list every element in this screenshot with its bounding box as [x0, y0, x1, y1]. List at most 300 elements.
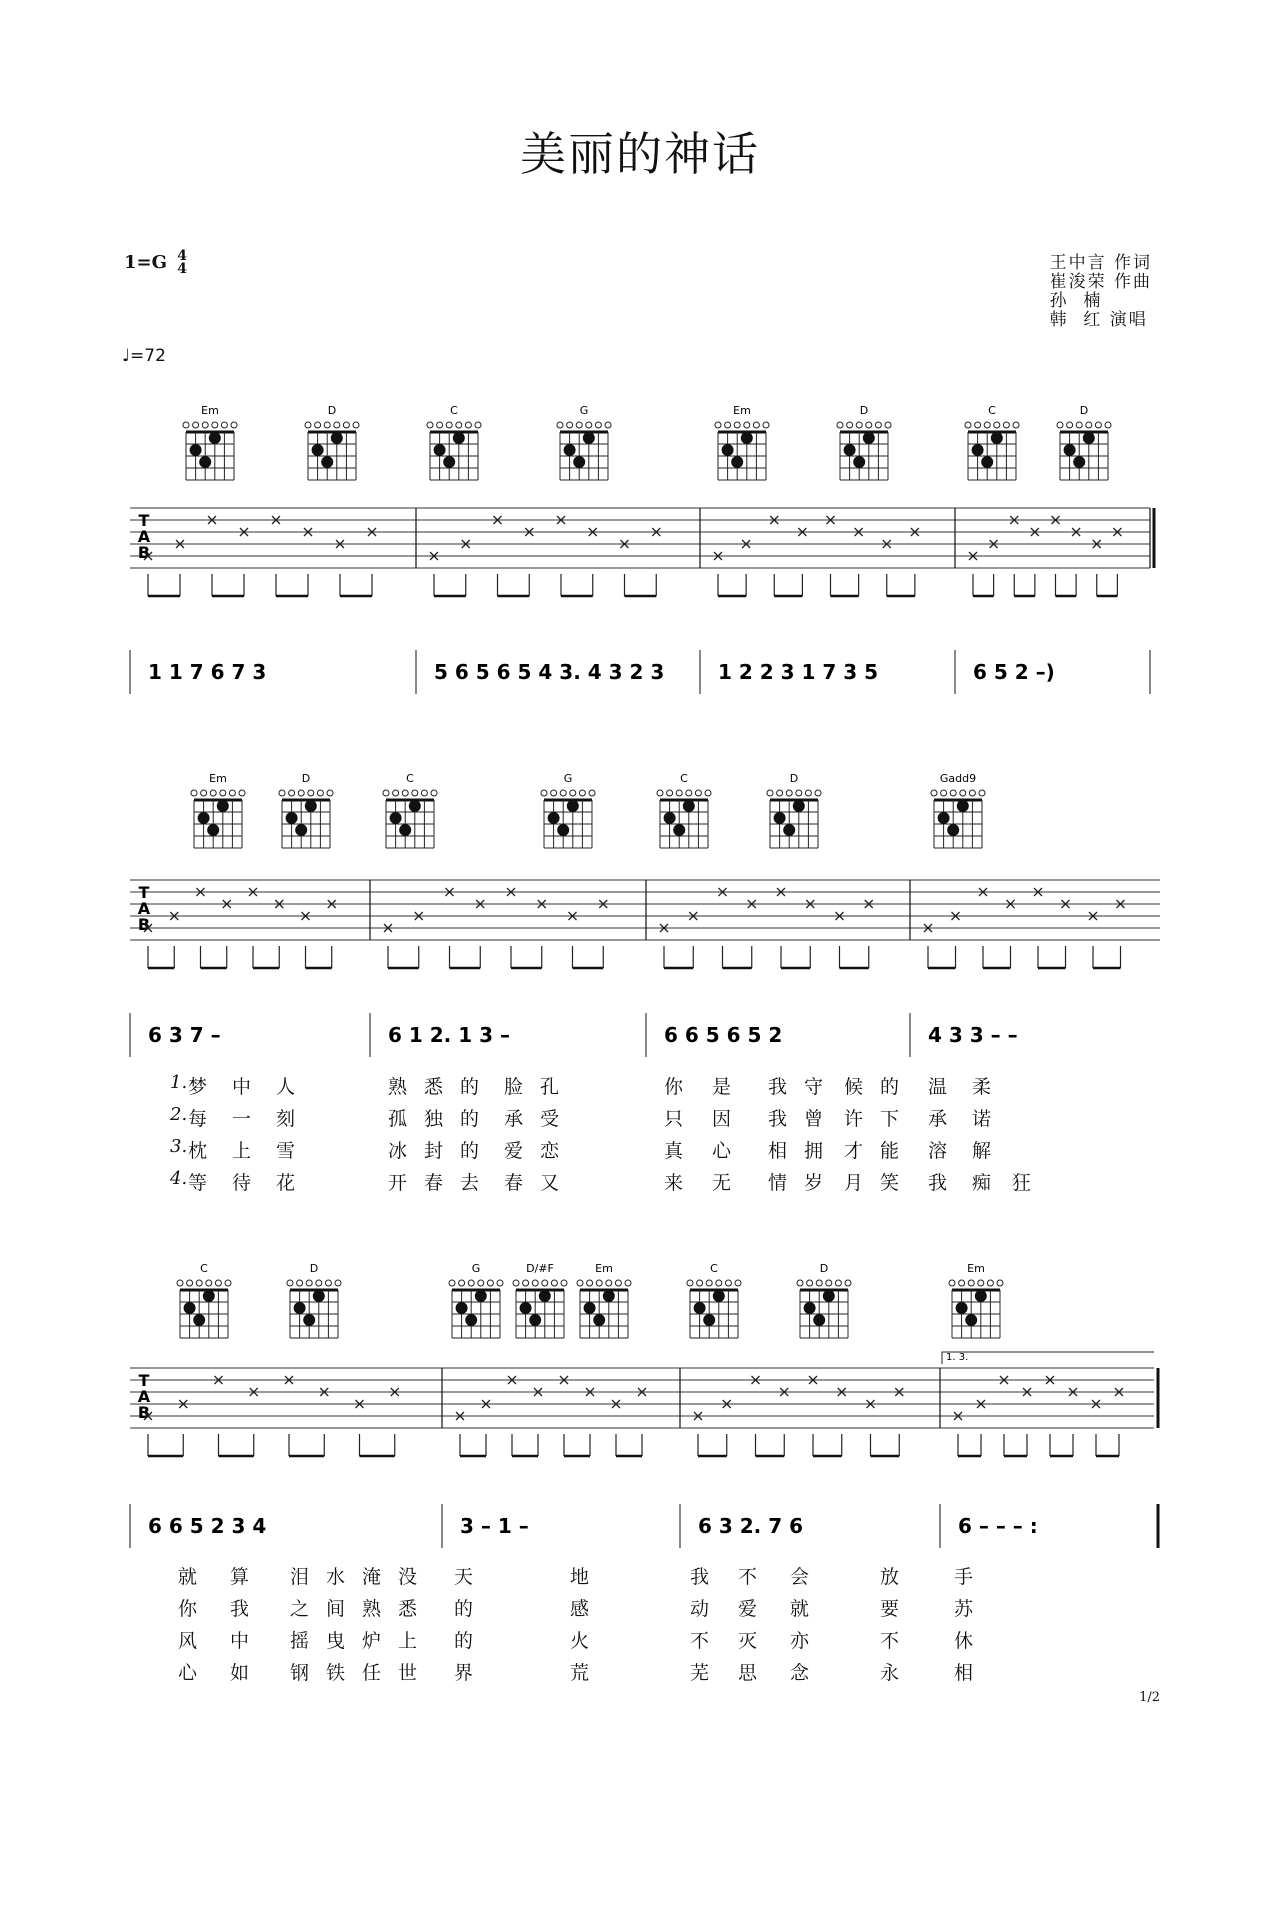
finger-dot	[209, 432, 221, 444]
finger-dot	[703, 1314, 715, 1326]
finger-dot	[774, 812, 786, 824]
finger-dot	[207, 824, 219, 836]
finger-dot	[947, 824, 959, 836]
finger-dot	[409, 800, 421, 812]
lyric-char: 间	[326, 1598, 346, 1620]
chord-diagram-c	[177, 1262, 231, 1338]
open-string-marker	[459, 1280, 465, 1286]
open-string-marker	[1003, 422, 1009, 428]
open-string-marker	[875, 422, 881, 428]
key-label: 1=G	[124, 252, 167, 273]
lyric-char: 恋	[540, 1140, 560, 1162]
open-string-marker	[856, 422, 862, 428]
lyric-char: 真	[664, 1140, 684, 1162]
open-string-marker	[687, 1280, 693, 1286]
lyric-char: 拥	[804, 1140, 824, 1162]
lyric-char: 每	[188, 1108, 208, 1130]
chord-name: C	[450, 404, 458, 417]
open-string-marker	[605, 422, 611, 428]
finger-dot	[313, 1290, 325, 1302]
credit-composer: 崔浚荣 作曲	[1049, 272, 1152, 292]
volta-bracket-label: 1. 3.	[946, 1352, 969, 1363]
open-string-marker	[657, 790, 663, 796]
lyric-char: 就	[178, 1566, 198, 1588]
open-string-marker	[705, 790, 711, 796]
open-string-marker	[1086, 422, 1092, 428]
chord-diagram-c	[965, 404, 1019, 480]
finger-dot	[965, 1314, 977, 1326]
jianpu-measure: 1 1 7 6 7 3	[148, 660, 267, 684]
lyric-char: 许	[844, 1108, 864, 1130]
open-string-marker	[431, 790, 437, 796]
open-string-marker	[393, 790, 399, 796]
open-string-marker	[837, 422, 843, 428]
chord-name: Em	[209, 772, 227, 785]
lyric-char: 铁	[326, 1662, 346, 1684]
tab-clef-a: A	[137, 527, 151, 546]
jianpu-measure: 1 2 2 3 1 7 3 5	[718, 660, 879, 684]
finger-dot	[694, 1302, 706, 1314]
lyric-char: 没	[398, 1566, 418, 1588]
open-string-marker	[306, 1280, 312, 1286]
open-string-marker	[589, 790, 595, 796]
lyric-char: 我	[690, 1566, 710, 1588]
lyric-char: 受	[540, 1108, 560, 1130]
lyric-char: 候	[844, 1076, 864, 1098]
song-title: 美丽的神话	[520, 127, 760, 181]
lyric-char: 休	[954, 1630, 974, 1652]
lyric-char: 的	[460, 1108, 480, 1130]
chord-name: D	[301, 772, 311, 785]
finger-dot	[199, 456, 211, 468]
chord-name: Em	[733, 404, 751, 417]
open-string-marker	[193, 422, 199, 428]
open-string-marker	[239, 790, 245, 796]
finger-dot	[593, 1314, 605, 1326]
volta-bracket	[942, 1352, 1154, 1364]
lyric-char: 上	[398, 1630, 418, 1652]
open-string-marker	[667, 790, 673, 796]
lyric-char: 地	[570, 1566, 590, 1588]
finger-dot	[823, 1290, 835, 1302]
open-string-marker	[979, 790, 985, 796]
chord-name: D/#F	[526, 1262, 554, 1275]
chord-diagram-d	[1057, 404, 1111, 480]
open-string-marker	[797, 1280, 803, 1286]
lyric-char: 芜	[690, 1662, 710, 1684]
open-string-marker	[315, 422, 321, 428]
finger-dot	[321, 456, 333, 468]
open-string-marker	[225, 1280, 231, 1286]
finger-dot	[443, 456, 455, 468]
lyric-char: 会	[790, 1566, 810, 1588]
finger-dot	[603, 1290, 615, 1302]
open-string-marker	[595, 422, 601, 428]
finger-dot	[399, 824, 411, 836]
time-beats: 4	[177, 248, 188, 264]
finger-dot	[539, 1290, 551, 1302]
open-string-marker	[796, 790, 802, 796]
lyric-char: 是	[712, 1076, 732, 1098]
tab-staff-system-1	[130, 508, 1150, 596]
lyric-char: 情	[768, 1172, 788, 1194]
lyric-char: 刻	[276, 1108, 296, 1130]
open-string-marker	[579, 790, 585, 796]
open-string-marker	[997, 1280, 1003, 1286]
notation-system-1	[130, 650, 1150, 694]
chord-diagram-g	[449, 1262, 503, 1338]
lyric-char: 笑	[880, 1172, 900, 1194]
open-string-marker	[695, 790, 701, 796]
open-string-marker	[984, 422, 990, 428]
open-string-marker	[950, 790, 956, 796]
open-string-marker	[305, 422, 311, 428]
open-string-marker	[478, 1280, 484, 1286]
open-string-marker	[210, 790, 216, 796]
lyric-char: 能	[880, 1140, 900, 1162]
chord-name: Gadd9	[939, 772, 977, 785]
open-string-marker	[725, 1280, 731, 1286]
lyric-char: 泪	[290, 1566, 310, 1588]
lyric-char: 孔	[540, 1076, 560, 1098]
finger-dot	[548, 812, 560, 824]
lyric-char: 手	[954, 1566, 974, 1588]
finger-dot	[957, 800, 969, 812]
open-string-marker	[715, 422, 721, 428]
finger-dot	[844, 444, 856, 456]
open-string-marker	[465, 422, 471, 428]
lyric-char: 曾	[804, 1108, 824, 1130]
open-string-marker	[1013, 422, 1019, 428]
tab-staff-system-3	[130, 1368, 1154, 1456]
lyric-char: 一	[232, 1108, 252, 1130]
finger-dot	[731, 456, 743, 468]
lyric-char: 诺	[972, 1108, 992, 1130]
open-string-marker	[577, 1280, 583, 1286]
finger-dot	[972, 444, 984, 456]
finger-dot	[813, 1314, 825, 1326]
verse-number: 4.	[170, 1168, 188, 1189]
chord-diagram-d	[287, 1262, 341, 1338]
lyric-char: 世	[398, 1662, 418, 1684]
open-string-marker	[994, 422, 1000, 428]
open-string-marker	[587, 1280, 593, 1286]
open-string-marker	[353, 422, 359, 428]
open-string-marker	[183, 422, 189, 428]
chord-diagram-g	[557, 404, 611, 480]
lyric-char: 心	[712, 1140, 732, 1162]
lyric-char: 风	[178, 1630, 198, 1652]
lyric-char: 摇	[290, 1630, 310, 1652]
lyric-char: 待	[232, 1172, 252, 1194]
chord-name: Em	[967, 1262, 985, 1275]
jianpu-measure: 6 3 2. 7 6	[698, 1514, 804, 1538]
lyric-char: 的	[460, 1076, 480, 1098]
finger-dot	[722, 444, 734, 456]
lyric-char: 承	[504, 1108, 524, 1130]
chord-diagram-c	[687, 1262, 741, 1338]
open-string-marker	[815, 790, 821, 796]
verse-number: 1.	[170, 1072, 188, 1093]
lyric-char: 春	[504, 1172, 524, 1194]
lyric-char: 炉	[362, 1630, 382, 1652]
lyric-char: 承	[928, 1108, 948, 1130]
open-string-marker	[456, 422, 462, 428]
lyric-char: 心	[178, 1662, 198, 1684]
chord-diagram-c	[427, 404, 481, 480]
open-string-marker	[343, 422, 349, 428]
lyric-char: 孤	[388, 1108, 408, 1130]
notation-system-2	[130, 1013, 1018, 1057]
open-string-marker	[308, 790, 314, 796]
lyric-char: 温	[928, 1076, 948, 1098]
lyric-char: 守	[804, 1076, 824, 1098]
finger-dot	[1064, 444, 1076, 456]
notation-system-3	[130, 1504, 1038, 1548]
chord-name: G	[579, 404, 589, 417]
chord-diagram-em	[577, 1262, 631, 1338]
open-string-marker	[468, 1280, 474, 1286]
lyric-char: 下	[880, 1108, 900, 1130]
open-string-marker	[449, 1280, 455, 1286]
finger-dot	[956, 1302, 968, 1314]
lyric-char: 钢	[290, 1662, 310, 1684]
tab-clef-a: A	[137, 899, 151, 918]
open-string-marker	[523, 1280, 529, 1286]
finger-dot	[390, 812, 402, 824]
lyric-char: 因	[712, 1108, 732, 1130]
open-string-marker	[215, 1280, 221, 1286]
lyric-char: 柔	[972, 1076, 992, 1098]
finger-dot	[783, 824, 795, 836]
finger-dot	[475, 1290, 487, 1302]
tab-clef-b: B	[137, 915, 151, 934]
open-string-marker	[826, 1280, 832, 1286]
chord-name: C	[988, 404, 996, 417]
finger-dot	[573, 456, 585, 468]
credit-singer-1: 孙 楠	[1049, 291, 1103, 311]
finger-dot	[434, 444, 446, 456]
open-string-marker	[446, 422, 452, 428]
lyric-char: 淹	[362, 1566, 382, 1588]
lyric-char: 界	[454, 1662, 474, 1684]
lyric-char: 解	[972, 1140, 992, 1162]
open-string-marker	[1095, 422, 1101, 428]
lyric-char: 脸	[504, 1076, 524, 1098]
chord-diagram-c	[657, 772, 711, 848]
finger-dot	[584, 1302, 596, 1314]
open-string-marker	[807, 1280, 813, 1286]
lyric-char: 你	[178, 1598, 198, 1620]
finger-dot	[564, 444, 576, 456]
open-string-marker	[975, 422, 981, 428]
lyric-char: 任	[362, 1662, 382, 1684]
verse-number: 2.	[170, 1104, 188, 1125]
chord-diagram-em	[949, 1262, 1003, 1338]
lyric-char: 苏	[954, 1598, 974, 1620]
open-string-marker	[968, 1280, 974, 1286]
chord-diagram-d	[767, 772, 821, 848]
lyric-char: 的	[454, 1598, 474, 1620]
open-string-marker	[201, 790, 207, 796]
open-string-marker	[725, 422, 731, 428]
chord-name: D	[789, 772, 799, 785]
lyric-char: 念	[790, 1662, 810, 1684]
lyric-char: 枕	[188, 1140, 208, 1162]
lyric-char: 我	[928, 1172, 948, 1194]
open-string-marker	[560, 790, 566, 796]
open-string-marker	[231, 422, 237, 428]
open-string-marker	[412, 790, 418, 796]
chord-name: C	[200, 1262, 208, 1275]
open-string-marker	[221, 422, 227, 428]
finger-dot	[295, 824, 307, 836]
open-string-marker	[960, 790, 966, 796]
jianpu-measure: 4 3 3 – –	[928, 1023, 1018, 1047]
open-string-marker	[327, 790, 333, 796]
open-string-marker	[847, 422, 853, 428]
finger-dot	[312, 444, 324, 456]
chord-name: Em	[201, 404, 219, 417]
open-string-marker	[437, 422, 443, 428]
open-string-marker	[716, 1280, 722, 1286]
open-string-marker	[816, 1280, 822, 1286]
open-string-marker	[542, 1280, 548, 1286]
chord-name: G	[471, 1262, 481, 1275]
open-string-marker	[532, 1280, 538, 1286]
open-string-marker	[202, 422, 208, 428]
lyric-char: 你	[664, 1076, 684, 1098]
open-string-marker	[324, 422, 330, 428]
chord-name: D	[859, 404, 869, 417]
lyric-char: 花	[276, 1172, 296, 1194]
lyric-char: 不	[690, 1630, 710, 1652]
open-string-marker	[187, 1280, 193, 1286]
finger-dot	[529, 1314, 541, 1326]
chord-name: C	[406, 772, 414, 785]
lyric-char: 才	[844, 1140, 864, 1162]
lyric-char: 的	[880, 1076, 900, 1098]
open-string-marker	[325, 1280, 331, 1286]
chord-diagram-d	[837, 404, 891, 480]
open-string-marker	[978, 1280, 984, 1286]
finger-dot	[713, 1290, 725, 1302]
lyric-verse-4	[0, 1168, 1280, 1192]
open-string-marker	[475, 422, 481, 428]
lyric-char: 中	[230, 1630, 250, 1652]
lyric-char: 悉	[424, 1076, 444, 1098]
lyric-char: 放	[880, 1566, 900, 1588]
finger-dot	[1073, 456, 1085, 468]
open-string-marker	[561, 1280, 567, 1286]
lyric-verse-1	[0, 1072, 1280, 1096]
lyric-char: 春	[424, 1172, 444, 1194]
finger-dot	[520, 1302, 532, 1314]
open-string-marker	[335, 1280, 341, 1286]
open-string-marker	[487, 1280, 493, 1286]
jianpu-measure: 6 3 7 –	[148, 1023, 221, 1047]
finger-dot	[557, 824, 569, 836]
open-string-marker	[949, 1280, 955, 1286]
lyric-char: 亦	[790, 1630, 810, 1652]
lyric-char: 无	[712, 1172, 732, 1194]
lyric-char: 就	[790, 1598, 810, 1620]
lyric-char: 等	[188, 1172, 208, 1194]
lyric-char: 的	[460, 1140, 480, 1162]
open-string-marker	[570, 790, 576, 796]
open-string-marker	[941, 790, 947, 796]
jianpu-measure: 6 – – – :	[958, 1514, 1038, 1538]
finger-dot	[190, 444, 202, 456]
chord-diagram-em	[191, 772, 245, 848]
finger-dot	[793, 800, 805, 812]
finger-dot	[804, 1302, 816, 1314]
lyric-char: 要	[880, 1598, 900, 1620]
open-string-marker	[497, 1280, 503, 1286]
open-string-marker	[885, 422, 891, 428]
lyric-char: 动	[690, 1598, 710, 1620]
open-string-marker	[786, 790, 792, 796]
time-unit: 4	[177, 261, 188, 277]
lyric-char: 天	[454, 1566, 474, 1588]
lyric-char: 的	[454, 1630, 474, 1652]
lyric-char: 人	[276, 1076, 296, 1098]
tab-clef-b: B	[137, 543, 151, 562]
open-string-marker	[1105, 422, 1111, 428]
open-string-marker	[576, 422, 582, 428]
open-string-marker	[557, 422, 563, 428]
open-string-marker	[777, 790, 783, 796]
chord-name: Em	[595, 1262, 613, 1275]
open-string-marker	[297, 1280, 303, 1286]
open-string-marker	[987, 1280, 993, 1286]
lyric-char: 月	[844, 1172, 864, 1194]
jianpu-measure: 6 1 2. 1 3 –	[388, 1023, 510, 1047]
tab-clef-t: T	[138, 883, 150, 902]
open-string-marker	[421, 790, 427, 796]
lyric-char: 火	[570, 1630, 590, 1652]
open-string-marker	[686, 790, 692, 796]
credit-singer-2: 韩 红 演唱	[1049, 310, 1148, 330]
finger-dot	[193, 1314, 205, 1326]
tempo-value: =72	[130, 346, 166, 366]
open-string-marker	[697, 1280, 703, 1286]
finger-dot	[741, 432, 753, 444]
lyric-char: 相	[954, 1662, 974, 1684]
lyric-char: 溶	[928, 1140, 948, 1162]
open-string-marker	[513, 1280, 519, 1286]
open-string-marker	[220, 790, 226, 796]
finger-dot	[203, 1290, 215, 1302]
lyric-char: 荒	[570, 1662, 590, 1684]
lyric-char: 冰	[388, 1140, 408, 1162]
jianpu-measure: 3 – 1 –	[460, 1514, 529, 1538]
lyric-verse-1	[0, 1562, 1280, 1586]
open-string-marker	[969, 790, 975, 796]
open-string-marker	[753, 422, 759, 428]
open-string-marker	[734, 422, 740, 428]
finger-dot	[1083, 432, 1095, 444]
lyric-char: 永	[880, 1662, 900, 1684]
lyric-char: 雪	[276, 1140, 296, 1162]
open-string-marker	[402, 790, 408, 796]
open-string-marker	[625, 1280, 631, 1286]
chord-name: D	[819, 1262, 829, 1275]
lyric-verse-4	[0, 1658, 1280, 1682]
chord-diagram-df	[513, 1262, 567, 1338]
open-string-marker	[206, 1280, 212, 1286]
finger-dot	[456, 1302, 468, 1314]
